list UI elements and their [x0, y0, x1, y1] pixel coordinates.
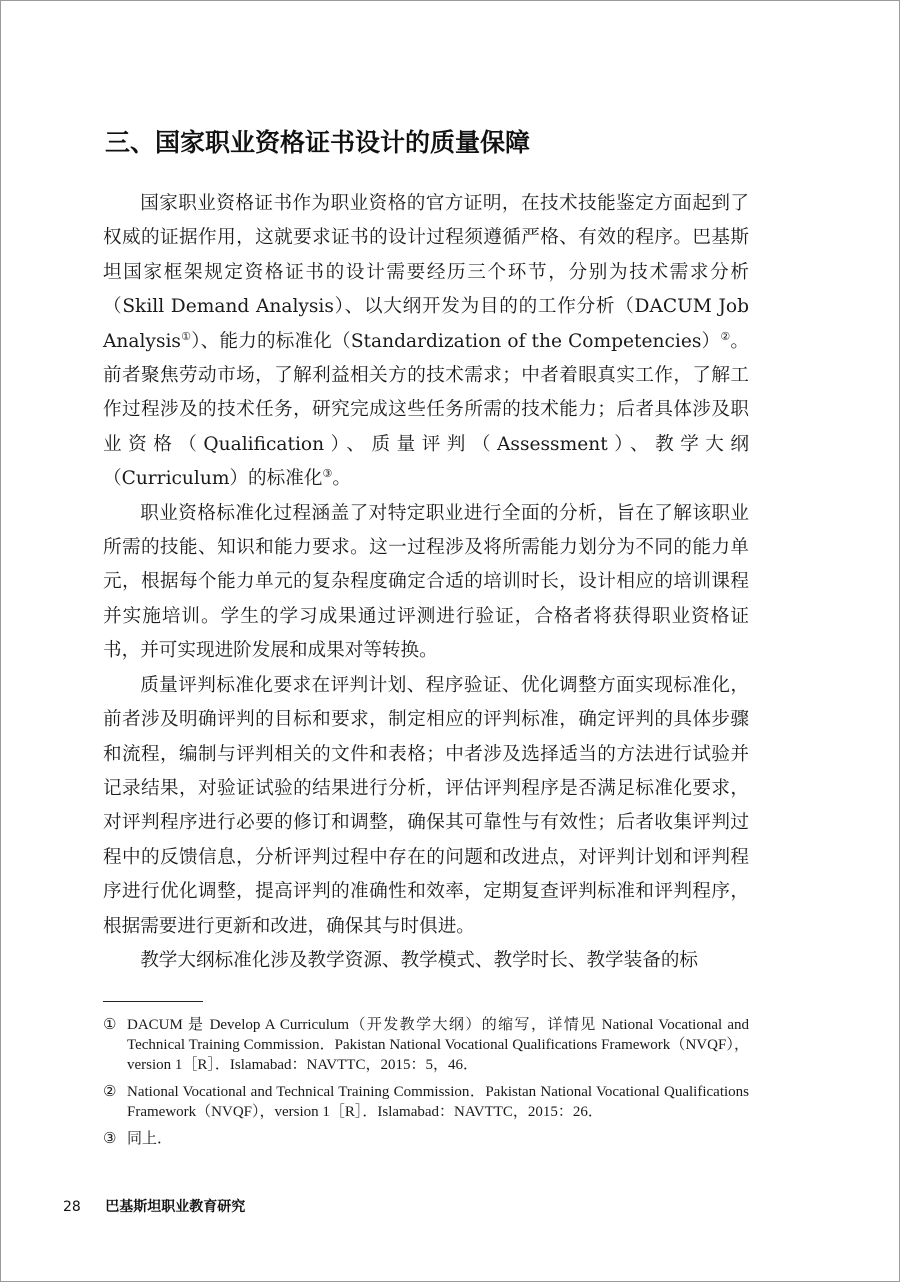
paragraph-3: 质量评判标准化要求在评判计划、程序验证、优化调整方面实现标准化，前者涉及明确评判的目标和要求，制定相应的评判标准，确定评判的具体步骤和流程，编制与评判相关的文件和表格；中者涉及选择适当的方法进行试验并记录结果，对验证试验的结果进行分析，评估评判程序是否满足标准化要求，对评判程序进行必要的修订和调整，确保其可靠性与有效性；后者收集评判过程中的反馈信息，分析评判过程中存在的问题和改进点，对评判计划和评判程序进行优化调整，提高评判的准确性和效率，定期复查评判标准和评判程序，根据需要进行更新和改进，确保其与时俱进。 — [103, 674, 749, 937]
page-number: 28 — [63, 1199, 81, 1215]
paragraph-2: 职业资格标准化过程涵盖了对特定职业进行全面的分析，旨在了解该职业所需的技能、知识和能力要求。这一过程涉及将所需能力划分为不同的能力单元，根据每个能力单元的复杂程度确定合适的培训时长，设计相应的培训课程并实施培训。学生的学习成果通过评测进行验证，合格者将获得职业资格证书，并可实现进阶发展和成果对等转换。 — [103, 502, 749, 662]
footnotes — [103, 1015, 749, 1156]
footnote-3 — [103, 1129, 749, 1149]
footnote-text: National Vocational and Technical Training Commission．Pakistan National Vocational Qualifications Framework（NVQF），version 1［R］．Islamabad：NAVTTC，2015：26． — [127, 1084, 749, 1120]
paragraph-1-text-b: ）、能力的标准化（Standardization of the Competencies） — [191, 330, 721, 352]
running-book-title: 巴基斯坦职业教育研究 — [105, 1199, 246, 1215]
footnote-divider — [103, 1001, 203, 1002]
page-footer — [63, 1196, 245, 1216]
footnote-text: DACUM 是 Develop A Curriculum（开发教学大纲）的缩写，详情见 National Vocational and Technical Training Commission．Pakistan National Vocational Qualifications Framework（NVQF），version 1［R］．Islamabad：NAVTTC，2015：5，46． — [127, 1017, 749, 1073]
footnote-ref-2[interactable]: ② — [720, 329, 731, 343]
paragraph-1-text-a: 国家职业资格证书作为职业资格的官方证明，在技术技能鉴定方面起到了权威的证据作用，这就要求证书的设计过程须遵循严格、有效的程序。巴基斯坦国家框架规定资格证书的设计需要经历三个环节，分别为技术需求分析（Skill Demand Analysis）、以大纲开发为目的的工作分析（DACUM Job Analysis — [103, 193, 749, 352]
paragraph-4: 教学大纲标准化涉及教学资源、教学模式、教学时长、教学装备的标 — [140, 949, 699, 971]
footnote-1 — [103, 1015, 749, 1075]
section-title: 三、国家职业资格证书设计的质量保障 — [105, 128, 531, 157]
footnote-marker: ① — [103, 1017, 117, 1033]
footnote-ref-3[interactable]: ③ — [322, 467, 333, 481]
footnote-ref-1[interactable]: ① — [180, 329, 192, 343]
body-text — [103, 187, 749, 978]
paragraph-1-text-c: 。前者聚焦劳动市场，了解利益相关方的技术需求；中者着眼真实工作，了解工作过程涉及的技术任务，研究完成这些任务所需的技术能力；后者具体涉及职业资格（Qualification）、质量评判（Assessment）、教学大纲（Curriculum）的标准化 — [103, 330, 749, 490]
footnote-marker: ③ — [103, 1131, 117, 1147]
footnote-text: 同上． — [127, 1131, 173, 1147]
footnote-2 — [103, 1082, 749, 1122]
paragraph-1 — [103, 187, 749, 497]
paragraph-1-text-d: 。 — [332, 468, 351, 490]
footnote-marker: ② — [103, 1084, 117, 1100]
